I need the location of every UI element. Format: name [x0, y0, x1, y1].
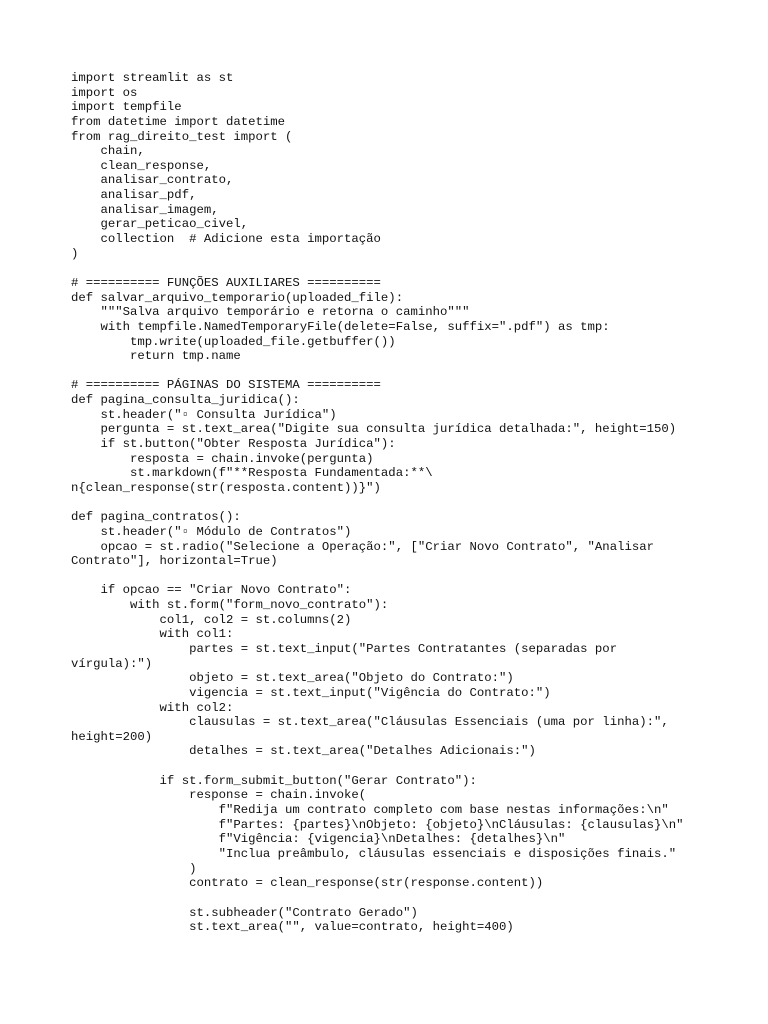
code-line: """Salva arquivo temporário e retorna o caminho""" [71, 305, 470, 320]
code-line: n{clean_response(str(resposta.content))}") [71, 480, 381, 495]
code-line: from rag_direito_test import ( [71, 129, 293, 144]
blank-line [71, 364, 684, 379]
code-line: col1, col2 = st.columns(2) [71, 612, 352, 627]
blank-line [71, 569, 684, 584]
code-line: def pagina_contratos(): [71, 510, 241, 525]
code-line: resposta = chain.invoke(pergunta) [71, 451, 374, 466]
code-line: contrato = clean_response(str(response.content)) [71, 876, 544, 891]
blank-line [71, 496, 684, 511]
code-line: vigencia = st.text_input("Vigência do Contrato:") [71, 685, 551, 700]
code-line: collection # Adicione esta importação [71, 232, 381, 247]
code-listing [71, 71, 684, 935]
code-line: def salvar_arquivo_temporario(uploaded_file): [71, 290, 404, 305]
code-line: partes = st.text_input("Partes Contratantes (separadas por [71, 641, 618, 656]
code-line: st.text_area("", value=contrato, height=400) [71, 920, 514, 935]
code-line: f"Vigência: {vigencia}\nDetalhes: {detalhes}\n" [71, 832, 566, 847]
code-line: st.markdown(f"**Resposta Fundamentada:**\ [71, 466, 433, 481]
code-line: with st.form("form_novo_contrato"): [71, 598, 389, 613]
code-line: from datetime import datetime [71, 114, 286, 129]
blank-line [71, 891, 684, 906]
code-line: ) [71, 246, 79, 261]
code-line: with col2: [71, 700, 234, 715]
code-line: clausulas = st.text_area("Cláusulas Essenciais (uma por linha):", [71, 715, 669, 730]
code-line: analisar_contrato, [71, 173, 234, 188]
code-line: # ========== PÁGINAS DO SISTEMA ========== [71, 378, 381, 393]
code-line: objeto = st.text_area("Objeto do Contrato:") [71, 671, 514, 686]
code-line: f"Redija um contrato completo com base nestas informações:\n" [71, 803, 669, 818]
code-line: def pagina_consulta_juridica(): [71, 393, 300, 408]
code-line: if st.button("Obter Resposta Jurídica"): [71, 437, 396, 452]
code-line: vírgula):") [71, 656, 153, 671]
code-line: response = chain.invoke( [71, 788, 367, 803]
code-line: return tmp.name [71, 349, 241, 364]
code-line: f"Partes: {partes}\nObjeto: {objeto}\nCláusulas: {clausulas}\n" [71, 817, 684, 832]
code-line: analisar_imagem, [71, 202, 219, 217]
code-line: import os [71, 85, 138, 100]
code-line: ) [71, 861, 197, 876]
code-line: opcao = st.radio("Selecione a Operação:", ["Criar Novo Contrato", "Analisar [71, 539, 654, 554]
code-line: st.header("▫ Módulo de Contratos") [71, 524, 352, 539]
code-line: st.header("▫ Consulta Jurídica") [71, 407, 337, 422]
code-line: tmp.write(uploaded_file.getbuffer()) [71, 334, 396, 349]
code-line: # ========== FUNÇÕES AUXILIARES ========== [71, 275, 381, 290]
code-line: with col1: [71, 627, 234, 642]
code-line: with tempfile.NamedTemporaryFile(delete=False, suffix=".pdf") as tmp: [71, 319, 610, 334]
code-line: if opcao == "Criar Novo Contrato": [71, 583, 352, 598]
code-line: pergunta = st.text_area("Digite sua consulta jurídica detalhada:", height=150) [71, 422, 677, 437]
code-line: "Inclua preâmbulo, cláusulas essenciais e disposições finais." [71, 846, 677, 861]
code-line: st.subheader("Contrato Gerado") [71, 905, 418, 920]
blank-line [71, 261, 684, 276]
code-line: if st.form_submit_button("Gerar Contrato"): [71, 773, 477, 788]
code-line: Contrato"], horizontal=True) [71, 554, 278, 569]
code-line: import tempfile [71, 100, 182, 115]
code-line: import streamlit as st [71, 71, 234, 85]
code-line: clean_response, [71, 158, 212, 173]
code-line: detalhes = st.text_area("Detalhes Adicionais:") [71, 744, 536, 759]
blank-line [71, 759, 684, 774]
code-line: chain, [71, 144, 145, 159]
code-line: gerar_peticao_civel, [71, 217, 249, 232]
code-line: analisar_pdf, [71, 188, 197, 203]
code-line: height=200) [71, 729, 153, 744]
